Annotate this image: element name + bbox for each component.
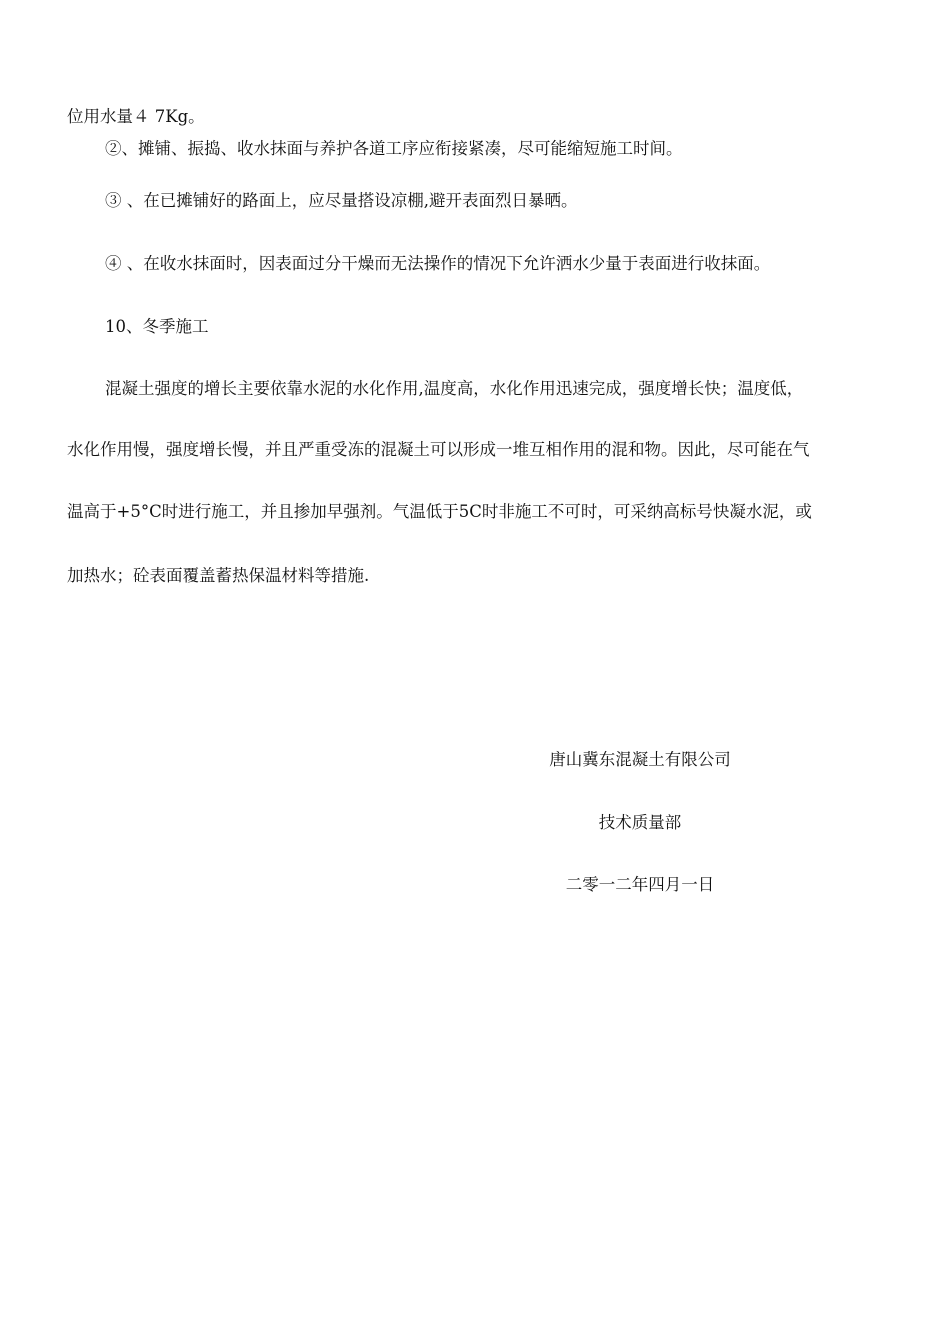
signature-company: 唐山冀东混凝土有限公司: [549, 750, 731, 769]
signature-department: 技术质量部: [598, 813, 682, 832]
paragraph-line-4: 加热水；砼表面覆盖蓄热保温材料等措施.: [67, 566, 370, 585]
text-line-4: ④ 、在收水抹面时，因表面过分干燥而无法操作的情况下允许洒水少量于表面进行收抹面。: [105, 254, 771, 273]
paragraph-line-1: 混凝土强度的增长主要依靠水泥的水化作用,温度高，水化作用迅速完成，强度增长快；温度低，: [105, 379, 804, 398]
text-line-3: ③ 、在已摊铺好的路面上，应尽量搭设凉棚,避开表面烈日暴晒。: [105, 191, 578, 210]
paragraph-line-3: 温高于+5°C时进行施工，并且掺加早强剂。气温低于5C时非施工不可时，可采纳高标号快凝水泥，或: [67, 502, 812, 521]
text-line-1: 位用水量４ 7Kg。: [67, 107, 205, 126]
text-line-2: ②、摊铺、振捣、收水抹面与养护各道工序应衔接紧凑，尽可能缩短施工时间。: [105, 139, 683, 158]
paragraph-line-2: 水化作用慢，强度增长慢，并且严重受冻的混凝土可以形成一堆互相作用的混和物。因此，尽可能在气: [67, 440, 810, 459]
section-heading-winter: 10、冬季施工: [105, 317, 209, 336]
signature-date: 二零一二年四月一日: [565, 875, 715, 894]
